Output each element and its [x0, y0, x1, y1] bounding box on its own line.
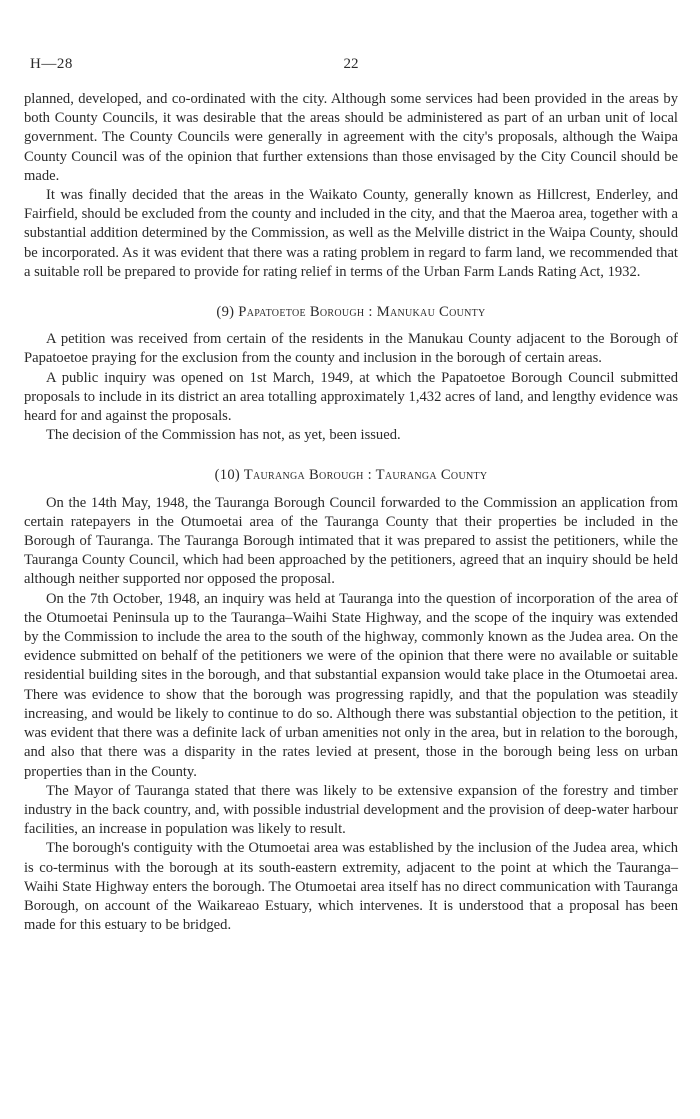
paragraph-papatoetoe-petition: A petition was received from certain of the residents in the Manukau County adjacent to the Borough of Papatoetoe praying for the exclusion from the county and inclusion in the borough of certain areas.: [24, 331, 678, 367]
page-header: [24, 56, 678, 76]
paragraph-continued: planned, developed, and co-ordinated with the city. Although some services had been provided in the areas by both County Councils, it was desirable that the areas should be administered as part of an urban unit of local government. The County Councils were generally in agreement with the city's proposals, although the Waipa County Council was of the opinion that further extensions than those envisaged by the City Council should be made.: [24, 91, 678, 184]
paragraph-hamilton-decision: It was finally decided that the areas in the Waikato County, generally known as Hillcrest, Enderley, and Fairfield, should be excluded from the county and included in the city, and that the Maeroa area, together with a substantial addition determined by the Commission, as well as the Melville district in the Waipa County, should be incorporated. As it was evident that there was a rating problem in regard to farm land, we recommended that a suitable roll be prepared to provide for rating relief in terms of the Urban Farm Lands Rating Act, 1932.: [24, 187, 678, 280]
document-reference: H—28: [30, 56, 73, 72]
paragraph-tauranga-inquiry: On the 7th October, 1948, an inquiry was held at Tauranga into the question of incorporation of the area of the Otumoetai Peninsula up to the Tauranga–Waihi State Highway, and the scope of the inquiry was extended by the Commission to include the area to the south of the highway, commonly known as the Judea area. On the evidence submitted on behalf of the petitioners we were of the opinion that there were no available or suitable residential building sites in the borough, and that substantial expansion would take place in the Otumoetai area. There was evidence to show that the borough was progressing rapidly, and that the population was steadily increasing, and would be likely to continue to do so. Although there was substantial objection to the petition, it was evident that there was a definite lack of urban amenities not only in the area, but in relation to the borough, and also that there was a disparity in the rates levied at present, those in the borough being less on urban properties than in the County.: [24, 590, 678, 780]
paragraph-tauranga-contiguity: The borough's contiguity with the Otumoetai area was established by the inclusion of the Judea area, which is co-terminus with the borough at its south-eastern extremity, adjacent to the point at which the Tauranga–Waihi State Highway enters the borough. The Otumoetai area itself has no direct communication with Tauranga Borough, on account of the Waikareao Estuary, which intervenes. It is understood that a proposal has been made for this estuary to be bridged.: [24, 840, 678, 934]
page-body: [24, 90, 678, 935]
paragraph-papatoetoe-inquiry: A public inquiry was opened on 1st March, 1949, at which the Papatoetoe Borough Council submitted proposals to include in its district an area totalling approximately 1,432 acres of land, and lengthy evidence was heard for and against the proposals.: [24, 369, 678, 425]
paragraph-tauranga-mayor: The Mayor of Tauranga stated that there was likely to be extensive expansion of the forestry and timber industry in the back country, and, with possible industrial development and the provision of deep-water harbour facilities, an increase in population was likely to result.: [24, 782, 678, 838]
paragraph-papatoetoe-decision: The decision of the Commission has not, as yet, been issued.: [46, 427, 401, 444]
page-number: 22: [343, 56, 359, 72]
paragraph-tauranga-application: On the 14th May, 1948, the Tauranga Borough Council forwarded to the Commission an application from certain ratepayers in the Otumoetai area of the Tauranga County that their properties be included in the Borough of Tauranga. The Tauranga Borough intimated that it was prepared to assist the petitioners, while the Tauranga County Council, which had been approached by the petitioners, agreed that an inquiry should be held although neither supported nor opposed the proposal.: [24, 494, 678, 588]
section-heading-papatoetoe: (9) Papatoetoe Borough : Manukau County: [216, 304, 486, 321]
section-heading-tauranga: (10) Tauranga Borough : Tauranga County: [214, 467, 488, 484]
